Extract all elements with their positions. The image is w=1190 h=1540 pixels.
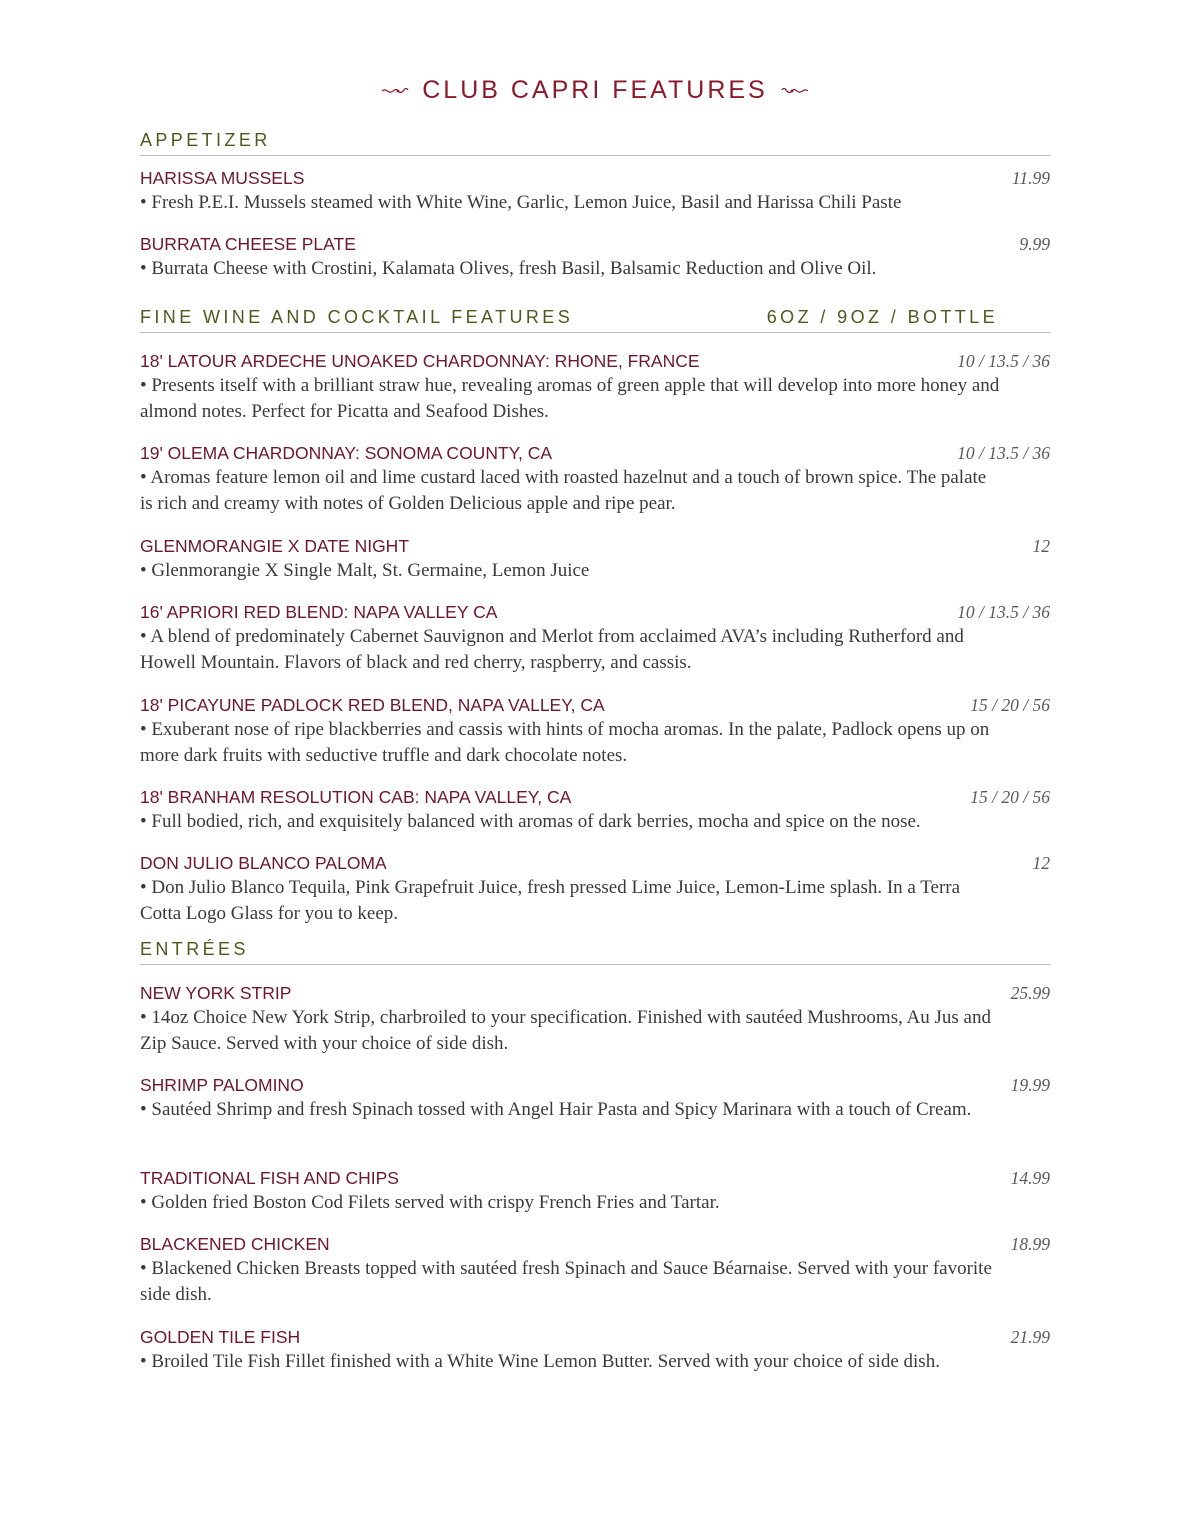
item-description: • Glenmorangie X Single Malt, St. Germaine, Lemon Juice xyxy=(140,560,590,581)
item-name: SHRIMP PALOMINO xyxy=(140,1075,304,1095)
wine-heading-row xyxy=(140,307,1050,333)
item-name: GOLDEN TILE FISH xyxy=(140,1327,301,1347)
item-name: 16' APRIORI RED BLEND: NAPA VALLEY CA xyxy=(140,602,498,622)
section-heading: APPETIZER xyxy=(140,130,271,150)
item-description: • A blend of predominately Cabernet Sauvignon and Merlot from acclaimed AVA’s including Rutherford and Howell Mountain. Flavors of black and red cherry, raspberry, and cassis. xyxy=(140,626,964,673)
item-price: 18.99 xyxy=(1010,1234,1050,1254)
pour-size-label: 6OZ / 9OZ / BOTTLE xyxy=(766,307,998,327)
menu-item xyxy=(140,234,1050,282)
left-flourish-icon xyxy=(380,84,410,98)
menu-item xyxy=(140,351,1050,425)
section-heading: ENTRÉES xyxy=(140,939,249,959)
item-name: TRADITIONAL FISH AND CHIPS xyxy=(140,1168,399,1188)
item-name: BURRATA CHEESE PLATE xyxy=(140,234,356,254)
entrees-section xyxy=(140,939,1050,965)
item-name: HARISSA MUSSELS xyxy=(140,168,305,188)
item-price: 10 / 13.5 / 36 xyxy=(957,602,1050,622)
item-name: GLENMORANGIE X DATE NIGHT xyxy=(140,536,410,556)
menu-header xyxy=(0,76,1190,105)
section-heading: FINE WINE AND COCKTAIL FEATURES xyxy=(140,307,574,327)
menu-item xyxy=(140,536,1050,584)
item-description: • Don Julio Blanco Tequila, Pink Grapefruit Juice, fresh pressed Lime Juice, Lemon-Lime splash. In a Terra Cotta Logo Glass for you to keep. xyxy=(140,877,961,924)
item-price: 25.99 xyxy=(1010,983,1050,1003)
item-name: NEW YORK STRIP xyxy=(140,983,292,1003)
item-price: 14.99 xyxy=(1010,1168,1050,1188)
item-price: 15 / 20 / 56 xyxy=(970,695,1050,715)
menu-item xyxy=(140,983,1050,1057)
item-description: • Exuberant nose of ripe blackberries and cassis with hints of mocha aromas. In the palate, Padlock opens up on more dark fruits with seductive truffle and dark chocolate notes. xyxy=(140,719,990,766)
menu-title: CLUB CAPRI FEATURES xyxy=(422,76,768,104)
item-name: 18' PICAYUNE PADLOCK RED BLEND, NAPA VALLEY, CA xyxy=(140,695,605,715)
item-description: • Broiled Tile Fish Fillet finished with a White Wine Lemon Butter. Served with your choice of side dish. xyxy=(140,1351,940,1372)
item-price: 12 xyxy=(1032,536,1050,556)
item-name: 18' BRANHAM RESOLUTION CAB: NAPA VALLEY, CA xyxy=(140,787,572,807)
item-name: DON JULIO BLANCO PALOMA xyxy=(140,853,387,873)
item-price: 21.99 xyxy=(1010,1327,1050,1347)
menu-item xyxy=(140,168,1050,216)
item-description: • Burrata Cheese with Crostini, Kalamata Olives, fresh Basil, Balsamic Reduction and Olive Oil. xyxy=(140,258,877,279)
item-description: • Golden fried Boston Cod Filets served with crispy French Fries and Tartar. xyxy=(140,1192,720,1213)
entrees-heading-row xyxy=(140,939,1050,965)
item-price: 12 xyxy=(1032,853,1050,873)
item-description: • Blackened Chicken Breasts topped with sautéed fresh Spinach and Sauce Béarnaise. Served with your favorite side dish. xyxy=(140,1258,992,1305)
item-price: 15 / 20 / 56 xyxy=(970,787,1050,807)
item-description: • Presents itself with a brilliant straw hue, revealing aromas of green apple that will develop into more honey and almond notes. Perfect for Picatta and Seafood Dishes. xyxy=(140,375,1000,422)
item-price: 11.99 xyxy=(1011,168,1050,188)
item-description: • Aromas feature lemon oil and lime custard laced with roasted hazelnut and a touch of brown spice. The palate is rich and creamy with notes of Golden Delicious apple and ripe pear. xyxy=(140,467,987,514)
item-description: • 14oz Choice New York Strip, charbroiled to your specification. Finished with sautéed Mushrooms, Au Jus and Zip Sauce. Served with your choice of side dish. xyxy=(140,1007,991,1054)
menu-item xyxy=(140,1168,1050,1216)
menu-item xyxy=(140,787,1050,835)
item-name: 19' OLEMA CHARDONNAY: SONOMA COUNTY, CA xyxy=(140,443,553,463)
right-flourish-icon xyxy=(780,84,810,98)
item-description: • Full bodied, rich, and exquisitely balanced with aromas of dark berries, mocha and spice on the nose. xyxy=(140,811,921,832)
item-price: 10 / 13.5 / 36 xyxy=(957,443,1050,463)
item-price: 9.99 xyxy=(1019,234,1050,254)
menu-item xyxy=(140,1075,1050,1123)
item-price: 19.99 xyxy=(1010,1075,1050,1095)
item-description: • Fresh P.E.I. Mussels steamed with White Wine, Garlic, Lemon Juice, Basil and Harissa Chili Paste xyxy=(140,192,902,213)
item-description: • Sautéed Shrimp and fresh Spinach tossed with Angel Hair Pasta and Spicy Marinara with a touch of Cream. xyxy=(140,1099,972,1120)
menu-item xyxy=(140,1327,1050,1375)
menu-item xyxy=(140,1234,1050,1308)
menu-item xyxy=(140,853,1050,927)
item-name: 18' LATOUR ARDECHE UNOAKED CHARDONNAY: RHONE, FRANCE xyxy=(140,351,700,371)
menu-item xyxy=(140,443,1050,517)
wine-section xyxy=(140,307,1050,333)
appetizer-heading-row xyxy=(140,130,1050,156)
menu-item xyxy=(140,695,1050,769)
item-price: 10 / 13.5 / 36 xyxy=(957,351,1050,371)
menu-item xyxy=(140,602,1050,676)
appetizer-section xyxy=(140,130,1050,156)
item-name: BLACKENED CHICKEN xyxy=(140,1234,330,1254)
